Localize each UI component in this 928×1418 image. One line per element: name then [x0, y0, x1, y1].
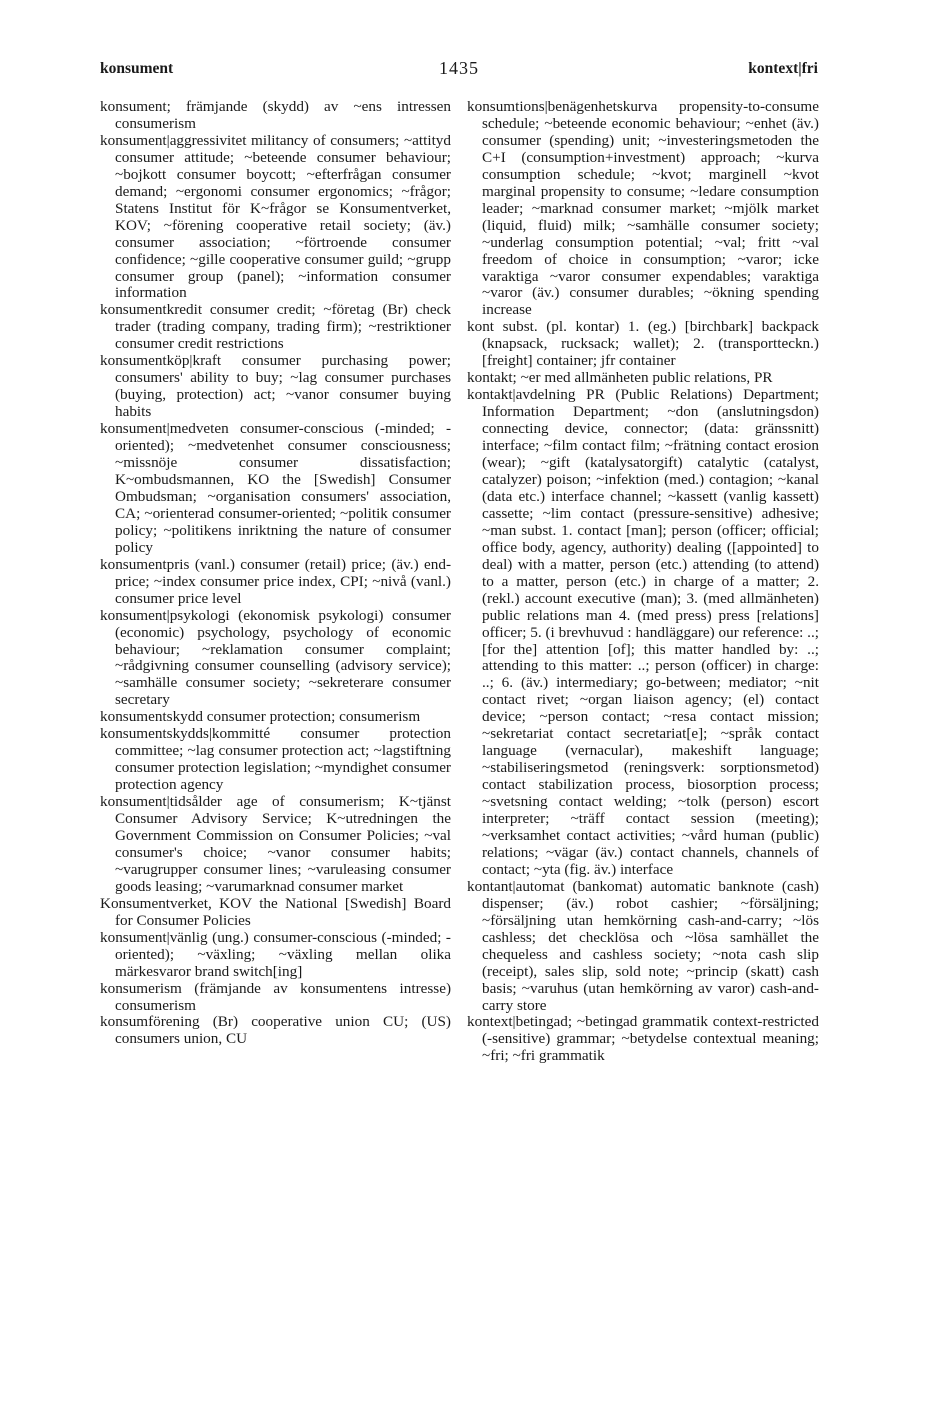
- dictionary-entry: konsument|vänlig (ung.) consumer-conscious (-minded; -oriented); ~växling; ~växling mellan olika märkesvaror brand switch[ing]: [100, 928, 451, 980]
- guide-word-right: kontext|fri: [748, 60, 818, 77]
- dictionary-entry: Konsumentverket, KOV the National [Swedish] Board for Consumer Policies: [100, 894, 451, 929]
- dictionary-entry: konsumentkredit consumer credit; ~företag (Br) check trader (trading company, trading firm); ~restriktioner consumer credit restrictions: [100, 301, 451, 353]
- dictionary-entry: konsumtions|benägenhetskurva propensity-to-consume schedule; ~beteende economic behaviour; ~enhet (äv.) consumer (spending) unit; ~investeringsmetoden the C+I (consumption+investment) approach; ~kurva consumption schedule; ~kvot; marginell ~kvot marginal propensity to consume; ~ledare consumption leader; ~marknad consumer market; ~mjölk market (liquid, fluid) milk; ~samhälle consumer society; ~underlag consumption potential; ~val; fritt ~val freedom of choice in consumption; ~varor; icke varaktiga ~varor consumer expendables; varaktiga ~varor (äv.) consumer durables; ~ökning spending increase: [467, 98, 819, 319]
- right-column: [467, 99, 819, 1065]
- dictionary-entry: konsument|psykologi (ekonomisk psykologi) consumer (economic) psychology, psychology of economic behaviour; ~reklamation consumer complaint; ~rådgivning consumer counselling (advisory service); ~samhälle consumer society; ~sekreterare consumer secretary: [100, 606, 451, 709]
- running-header: [100, 60, 818, 84]
- dictionary-entry: konsument|medveten consumer-conscious (-minded; -oriented); ~medvetenhet consumer consciousness; ~missnöje consumer dissatisfaction; K~ombudsmannen, KO the [Swedish] Consumer Ombudsman; ~organisation consumers' association, CA; ~orienterad consumer-oriented; ~politik consumer policy; ~politikens inriktning the nature of consumer policy: [100, 420, 451, 556]
- guide-word-left: konsument: [100, 60, 174, 77]
- dictionary-entry: konsumerism (främjande av konsumentens intresse) consumerism: [100, 979, 451, 1014]
- dictionary-entry: konsument; främjande (skydd) av ~ens intressen consumerism: [100, 98, 451, 132]
- dictionary-entry: konsumförening (Br) cooperative union CU; (US) consumers union, CU: [100, 1013, 451, 1048]
- page-number: 1435: [439, 58, 479, 78]
- dictionary-entry: konsument|aggressivitet militancy of consumers; ~attityd consumer attitude; ~beteende consumer behaviour; ~bojkott consumer boycott; ~efterfrågan consumer demand; ~ergonomi consumer ergonomics; ~frågor; Statens Institut för K~frågor se Konsumentverket, KOV; ~förening cooperative retail society; (äv.) consumer association; ~förtroende consumer confidence; ~gille cooperative consumer guild; ~grupp consumer group (panel); ~information consumer information: [100, 131, 451, 302]
- dictionary-entry: konsumentskydds|kommitté consumer protection committee; ~lag consumer protection act; ~lagstiftning consumer protection legislation; ~myndighet consumer protection agency: [100, 725, 451, 794]
- dictionary-entry: kontakt|avdelning PR (Public Relations) Department; Information Department; ~don (anslutningsdon) connecting device, connector; (data: gränssnitt) interface; ~film contact film; ~frätning contact erosion (wear); ~gift (katalysatorgift) catalytic (catalyst, catalyzer) poison; ~infektion (med.) contagion; ~kanal (data etc.) interface channel; ~kassett (vanlig kassett) cassette; ~lim contact (pressure-sensitive) adhesive; ~man subst. 1. contact [man]; person (officer; official; office body, agency, authority) dealing ([appointed] to deal) with a matter, person (etc.) attending (to attend) to a matter, person (etc.) in charge of a matter; 2. (rekl.) account executive (man); 3. (med allmänheten) public relations man 4. (med press) press [relations] officer; 5. (i brevhuvud : handläggare) our reference: ..; [for the] attention [of]; this matter handled by: ..; attending to this matter: ..; person (officer) in charge: ..; 6. (äv.) intermediary; go-between; mediator; ~nit contact rivet; ~organ liaison agency; (el) contact device; ~person contact; ~resa contact mission; ~sekretariat contact secretariat[e]; ~språk contact language (vernacular), makeshift language; ~stabiliseringsmetod (reningsverk: sorptionsmetod) contact stabilization process, biosorption process; ~svetsning contact welding; ~tolk (person) escort interpreter; ~träff contact session (meeting); ~verksamhet contact activities; ~vård human (public) relations; ~vägar (äv.) contact channels, channels of contact; ~yta (fig. äv.) interface: [467, 386, 819, 878]
- dictionary-entry: konsument|tidsålder age of consumerism; K~tjänst Consumer Advisory Service; K~utredningen the Government Commission on Consumer Policies; ~val consumer's choice; ~vanor consumer habits; ~varugrupper consumer lines; ~varuleasing consumer goods leasing; ~varumarknad consumer market: [100, 793, 451, 895]
- dictionary-entry: konsumentskydd consumer protection; consumerism: [100, 708, 421, 726]
- left-column: [100, 99, 451, 1048]
- dictionary-entry: kontakt; ~er med allmänheten public relations, PR: [467, 369, 773, 387]
- dictionary-entry: kontext|betingad; ~betingad grammatik context-restricted (-sensitive) grammar; ~betydelse contextual meaning; ~fri; ~fri grammatik: [467, 1013, 819, 1065]
- dictionary-entry: konsumentköp|kraft consumer purchasing power; consumers' ability to buy; ~lag consumer purchases (buying, protection) act; ~vanor consumer buying habits: [100, 352, 451, 421]
- dictionary-entry: konsumentpris (vanl.) consumer (retail) price; (äv.) end-price; ~index consumer price index, CPI; ~nivå (vanl.) consumer price level: [100, 555, 451, 607]
- dictionary-entry: kontant|automat (bankomat) automatic banknote (cash) dispenser; (äv.) robot cashier; ~försäljning; ~försäljning utan hemkörning cash-and-carry; ~lös cashless; det checklösa och ~lösa samhället the chequeless and cashless society; ~nota cash slip (receipt), sales slip, sold note; ~princip (skatt) cash basis; ~varuhus (utan hemkörning av varor) cash-and-carry store: [467, 877, 819, 1014]
- dictionary-entry: kont subst. (pl. kontar) 1. (eg.) [birchbark] backpack (knapsack, rucksack; wallet); 2. (transportteckn.) [freight] container; jfr container: [467, 318, 819, 370]
